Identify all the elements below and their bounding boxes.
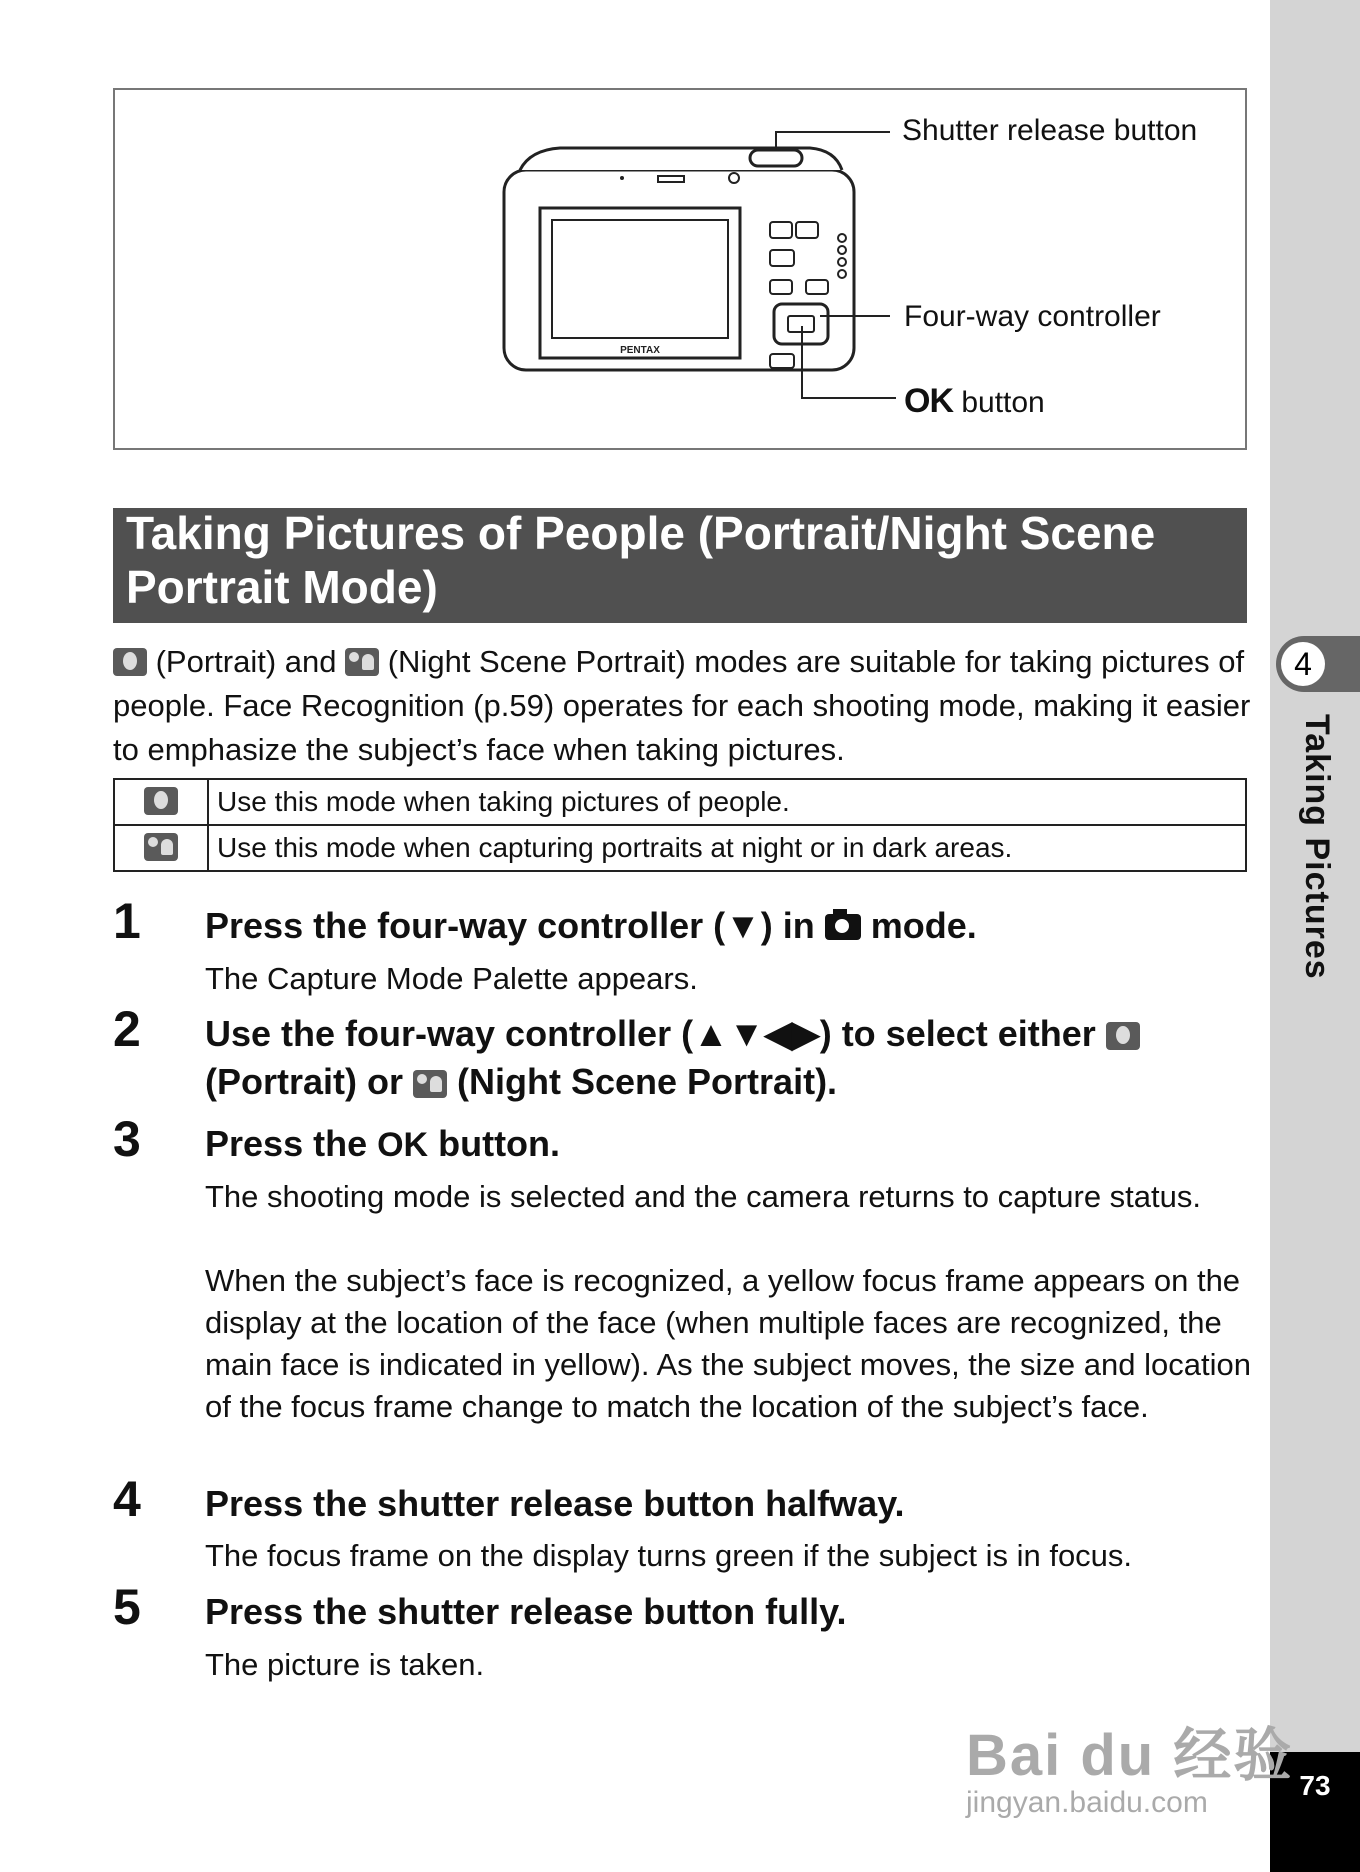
step-2-title	[205, 1010, 1255, 1106]
camera-mode-icon	[825, 914, 861, 940]
portrait-icon	[1106, 1022, 1140, 1050]
table-icon-cell	[114, 779, 208, 825]
step-2-title-a: Use the four-way controller (▲▼◀▶) to select either	[205, 1013, 1106, 1054]
step-1-title-b: mode.	[860, 905, 977, 946]
step-3-title-b: button.	[428, 1123, 561, 1164]
step-3-title	[205, 1120, 1255, 1169]
step-5-number: 5	[113, 1579, 141, 1635]
step-1-number: 1	[113, 893, 141, 949]
step-4-title: Press the shutter release button halfway.	[205, 1483, 905, 1524]
shutter-callout-line	[888, 124, 898, 134]
step-1-title-a: Press the four-way controller (▼) in	[205, 905, 825, 946]
ok-button-callout	[904, 382, 1045, 421]
step-5-body: The picture is taken.	[205, 1647, 485, 1682]
step-3-body-1: The shooting mode is selected and the camera returns to capture status.	[205, 1179, 1201, 1214]
table-text-cell: Use this mode when taking pictures of people.	[208, 779, 1246, 825]
step-3-number: 3	[113, 1111, 141, 1167]
shutter-release-callout: Shutter release button	[902, 114, 1198, 147]
step-2-title-c: (Night Scene Portrait).	[447, 1061, 838, 1102]
step-1-title	[205, 902, 1255, 950]
night-scene-portrait-icon	[144, 833, 178, 861]
ok-glyph: OK	[377, 1126, 429, 1164]
portrait-icon	[144, 787, 178, 815]
step-5-title: Press the shutter release button fully.	[205, 1591, 847, 1632]
mode-table	[113, 778, 1247, 872]
night-scene-portrait-icon	[413, 1070, 447, 1098]
step-3-body-2: When the subject’s face is recognized, a yellow focus frame appears on the display at the location of the face (when multiple faces are recognized, the main face is indicated in yellow). As the subject moves, the size and location of the focus frame change to match the location of the subject’s face.	[205, 1263, 1251, 1424]
table-row	[114, 825, 1246, 871]
step-3-title-a: Press the	[205, 1123, 378, 1164]
camera-brand-label: PENTAX	[620, 345, 660, 356]
portrait-icon	[113, 648, 147, 676]
watermark-url: jingyan.baidu.com	[966, 1786, 1208, 1819]
table-icon-cell	[114, 825, 208, 871]
chapter-number: 4	[1281, 642, 1325, 686]
section-heading: Taking Pictures of People (Portrait/Night Scene Portrait Mode)	[126, 507, 1156, 613]
chapter-title: Taking Pictures	[1298, 714, 1336, 980]
step-1-body: The Capture Mode Palette appears.	[205, 961, 698, 996]
step-4-number: 4	[113, 1471, 141, 1527]
step-2-number: 2	[113, 1001, 141, 1057]
watermark-text: Bai du 经验	[966, 1723, 1294, 1788]
page-number: 73	[1299, 1770, 1331, 1801]
ok-callout-line	[800, 326, 900, 402]
intro-part2: (Night Scene Portrait) modes are suitable for taking pictures of people. Face Recognition (p.59) operates for each shooting mode, making it easier to emphasize the subject’s face when taking pictures.	[113, 644, 1251, 767]
table-text-cell: Use this mode when capturing portraits at night or in dark areas.	[208, 825, 1246, 871]
ok-glyph: OK	[904, 382, 953, 420]
table-row	[114, 779, 1246, 825]
night-scene-portrait-icon	[345, 648, 379, 676]
ok-callout-suffix: button	[953, 386, 1045, 419]
four-way-controller-callout: Four-way controller	[904, 300, 1161, 333]
intro-part1: (Portrait) and	[147, 644, 346, 679]
step-2-title-b: (Portrait) or	[205, 1061, 414, 1102]
intro-paragraph	[113, 640, 1253, 772]
step-4-body: The focus frame on the display turns green if the subject is in focus.	[205, 1538, 1133, 1573]
